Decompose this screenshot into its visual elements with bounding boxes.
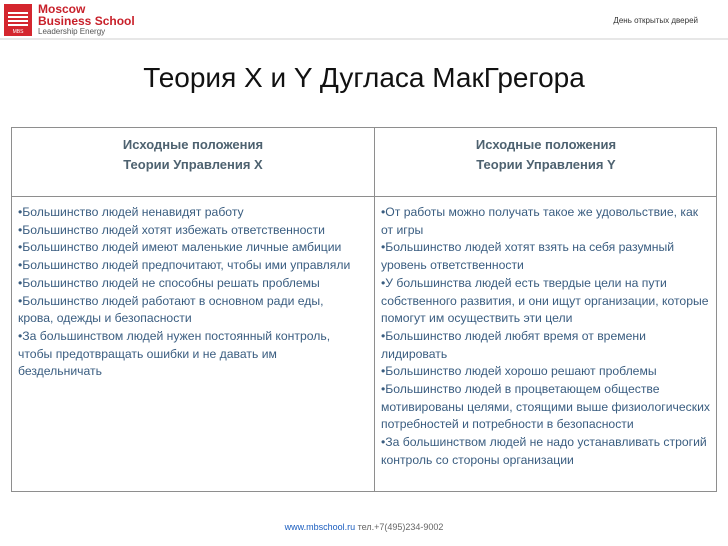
list-item: •Большинство людей в процветающем обществе мотивированы целями, стоящими выше физиологических потребностей и потребности в безопасности (381, 382, 710, 432)
list-item: •Большинство людей предпочитают, чтобы ими управляли (18, 258, 351, 273)
list-item: •За большинством людей нужен постоянный контроль, чтобы предотвращать ошибки и не давать им бездельничать (18, 328, 331, 379)
mbs-logo-icon (4, 4, 32, 36)
header-row-divider (12, 196, 716, 197)
mbs-logo (4, 4, 144, 40)
theory-x-header-line1: Исходные положения (122, 137, 264, 152)
logo-text-business-school: Business School (38, 14, 135, 28)
list-item: •Большинство людей ненавидят работу (18, 205, 244, 219)
list-item: •Большинство людей хорошо решают проблемы (381, 364, 657, 379)
logo-text-moscow: Moscow (38, 2, 86, 16)
theory-y-header-line1: Исходные положения (475, 137, 617, 152)
header-divider (0, 38, 728, 40)
slide-title: Теория X и Y Дугласа МакГрегора (143, 62, 585, 93)
footer (0, 522, 728, 532)
theory-y-list (381, 204, 711, 470)
column-divider (374, 128, 375, 491)
logo-mark-label: MBS (12, 29, 24, 35)
comparison-table (11, 127, 717, 492)
list-item: •Большинство людей любят время от времени лидировать (381, 328, 646, 361)
list-item: •Большинство людей не способны решать проблемы (18, 275, 320, 290)
theory-y-header (375, 135, 717, 175)
list-item: •За большинством людей не надо устанавливать строгий контроль со стороны организации (381, 435, 707, 467)
phone-number: тел.+7(495)234-9002 (357, 522, 444, 532)
logo-tagline: Leadership Energy (38, 27, 106, 36)
theory-x-header-line2: Теории Управления X (123, 157, 263, 172)
website-link[interactable]: www.mbschool.ru (284, 522, 356, 532)
list-item: •Большинство людей работают в основном ради еды, крова, одежды и безопасности (18, 293, 324, 326)
list-item: •От работы можно получать такое же удовольствие, как от игры (381, 205, 699, 237)
list-item: •Большинство людей имеют маленькие личные амбиции (18, 240, 342, 255)
list-item: •Большинство людей хотят взять на себя разумный уровень ответственности (381, 240, 675, 273)
list-item: •Большинство людей хотят избежать ответственности (18, 222, 325, 237)
list-item: •У большинства людей есть твердые цели на пути собственного развития, и они ищут организации, которые помогут им осуществить эти цели (381, 275, 709, 326)
theory-x-header (12, 135, 374, 175)
open-days-label: День открытых дверей (613, 16, 698, 25)
theory-y-header-line2: Теории Управления Y (476, 157, 616, 172)
theory-x-list (18, 204, 358, 381)
